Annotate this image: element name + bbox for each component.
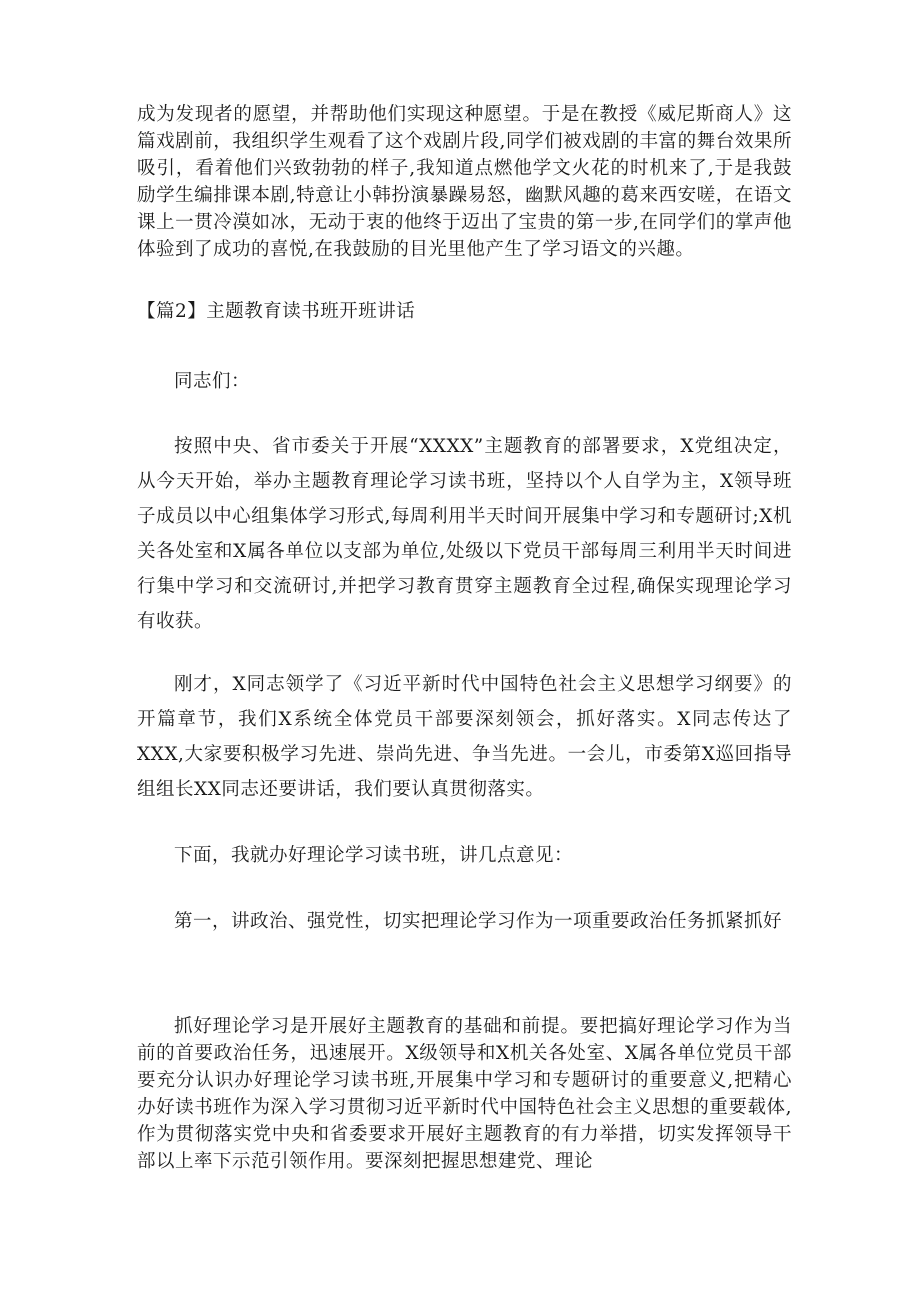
body-paragraph-4: 第一，讲政治、强党性，切实把理论学习作为一项重要政治任务抓紧抓好 (174, 911, 783, 932)
body-paragraph-5: 抓好理论学习是开展好主题教育的基础和前提。要把搞好理论学习作为当前的首要政治任务，迅速展开。X级领导和X机关各处室、X属各单位党员干部要充分认识办好理论学习读书班,开展集中学习和专题研讨的重要意义,把精心办好读书班作为深入学习贯彻习近平新时代中国特色社会主义思想的重要载体,作为贯彻落实党中央和省委要求开展好主题教育的有力举措，切实发挥领导干部以上率下示范引领作用。要深刻把握思想建党、理论 (137, 1016, 792, 1172)
salutation: 同志们： (174, 371, 251, 392)
section-heading: 【篇2】主题教育读书班开班讲话 (137, 301, 416, 322)
body-paragraph-3: 下面，我就办好理论学习读书班，讲几点意见： (174, 845, 574, 866)
intro-paragraph: 成为发现者的愿望，并帮助他们实现这种愿望。于是在教授《威尼斯商人》这篇戏剧前，我组织学生观看了这个戏剧片段,同学们被戏剧的丰富的舞台效果所吸引，看着他们兴致勃勃的样子,我知道点燃他学文火花的时机来了,于是我鼓励学生编排课本剧,特意让小韩扮演暴躁易怒，幽默风趣的葛来西安嗟，在语文课上一贯冷漠如冰，无动于衷的他终于迈出了宝贵的第一步,在同学们的掌声他体验到了成功的喜悦,在我鼓励的目光里他产生了学习语文的兴趣。 (137, 104, 792, 260)
body-paragraph-1: 按照中央、省市委关于开展“XXXX”主题教育的部署要求，X党组决定，从今天开始，举办主题教育理论学习读书班，坚持以个人自学为主，X领导班子成员以中心组集体学习形式,每周利用半天时间开展集中学习和专题研讨;X机关各处室和X属各单位以支部为单位,处级以下党员干部每周三利用半天时间进行集中学习和交流研讨,并把学习教育贯穿主题教育全过程,确保实现理论学习有收获。 (137, 436, 792, 632)
body-paragraph-2: 刚才，X同志领学了《习近平新时代中国特色社会主义思想学习纲要》的开篇章节，我们X系统全体党员干部要深刻领会，抓好落实。X同志传达了XXX,大家要积极学习先进、崇尚先进、争当先进。一会儿，市委第X巡回指导组组长XX同志还要讲话，我们要认真贯彻落实。 (137, 674, 792, 800)
